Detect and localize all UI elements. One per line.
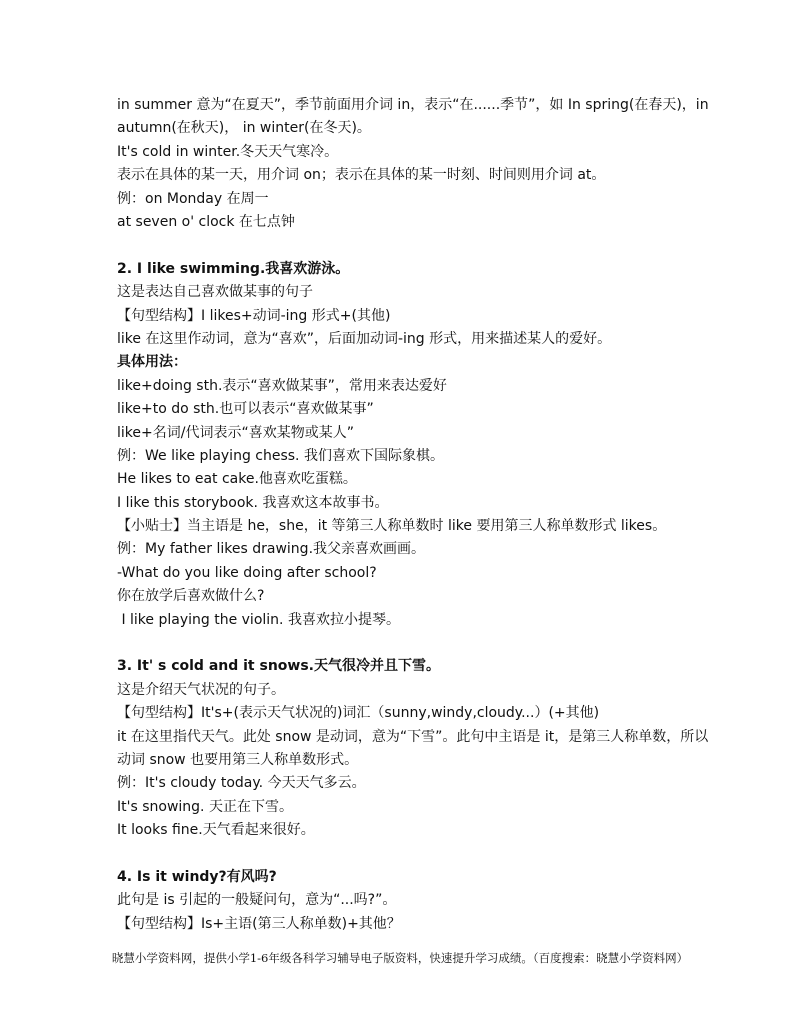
text-line: 例：on Monday 在周一 bbox=[117, 190, 269, 207]
document-body bbox=[117, 94, 717, 936]
section-is-it-windy bbox=[117, 866, 717, 936]
text-line: 你在放学后喜欢做什么? bbox=[117, 588, 265, 605]
subheading: 具体用法： bbox=[117, 354, 187, 371]
text-line: It's cold in winter.冬天天气寒冷。 bbox=[117, 143, 339, 160]
text-line: 例：It's cloudy today. 今天天气多云。 bbox=[117, 775, 366, 792]
page-footer: 晓慧小学资料网，提供小学1-6年级各科学习辅导电子版资料，快速提升学习成绩。（百度搜索：晓慧小学资料网） bbox=[111, 951, 689, 965]
section-heading: 3. It' s cold and it snows.天气很冷并且下雪。 bbox=[117, 658, 440, 675]
text-line: 这是介绍天气状况的句子。 bbox=[117, 681, 285, 698]
text-line: 这是表达自己喜欢做某事的句子 bbox=[117, 284, 313, 301]
text-line: 例：My father likes drawing.我父亲喜欢画画。 bbox=[117, 541, 426, 558]
text-line: like 在这里作动词，意为“喜欢”，后面加动词-ing 形式，用来描述某人的爱好。 bbox=[117, 330, 612, 347]
text-line: 【句型结构】I likes+动词-ing 形式+(其他) bbox=[117, 307, 391, 324]
text-line: like+doing sth.表示“喜欢做某事”，常用来表达爱好 bbox=[117, 377, 447, 394]
section-heading: 2. I like swimming.我喜欢游泳。 bbox=[117, 260, 350, 277]
text-line: it 在这里指代天气。此处 snow 是动词，意为“下雪”。此句中主语是 it，是第三人称单数，所以动词 snow 也要用第三人称单数形式。 bbox=[117, 728, 709, 768]
section-i-like-swimming bbox=[117, 258, 717, 632]
text-line: 此句是 is 引起的一般疑问句，意为“...吗?”。 bbox=[117, 892, 397, 909]
text-line: 例：We like playing chess. 我们喜欢下国际象棋。 bbox=[117, 447, 444, 464]
text-line: It's snowing. 天正在下雪。 bbox=[117, 798, 293, 815]
text-line: like+to do sth.也可以表示“喜欢做某事” bbox=[117, 401, 374, 418]
text-line: It looks fine.天气看起来很好。 bbox=[117, 822, 315, 839]
text-line: 【句型结构】Is+主语(第三人称单数)+其他？ bbox=[117, 915, 401, 932]
text-line: -What do you like doing after school? bbox=[117, 564, 377, 581]
text-line: I like playing the violin. 我喜欢拉小提琴。 bbox=[117, 611, 400, 628]
text-line: 【句型结构】It's+(表示天气状况的)词汇（sunny,windy,cloudy...）(+其他) bbox=[117, 705, 600, 722]
section-cold-and-snows bbox=[117, 655, 717, 842]
text-line: He likes to eat cake.他喜欢吃蛋糕。 bbox=[117, 471, 357, 488]
text-line: like+名词/代词表示“喜欢某物或某人” bbox=[117, 424, 354, 441]
text-line: at seven o' clock 在七点钟 bbox=[117, 213, 295, 230]
text-line: I like this storybook. 我喜欢这本故事书。 bbox=[117, 494, 389, 511]
text-line: 【小贴士】当主语是 he，she，it 等第三人称单数时 like 要用第三人称单数形式 likes。 bbox=[117, 518, 667, 535]
section-heading: 4. Is it windy?有风吗? bbox=[117, 868, 277, 885]
section-in-summer bbox=[117, 94, 717, 234]
text-line: 表示在具体的某一天，用介词 on；表示在具体的某一时刻、时间则用介词 at。 bbox=[117, 167, 606, 184]
text-line: in summer 意为“在夏天”，季节前面用介词 in，表示“在......季节”，如 In spring(在春天)，in autumn(在秋天)， in winter(在冬天)。 bbox=[117, 97, 709, 137]
